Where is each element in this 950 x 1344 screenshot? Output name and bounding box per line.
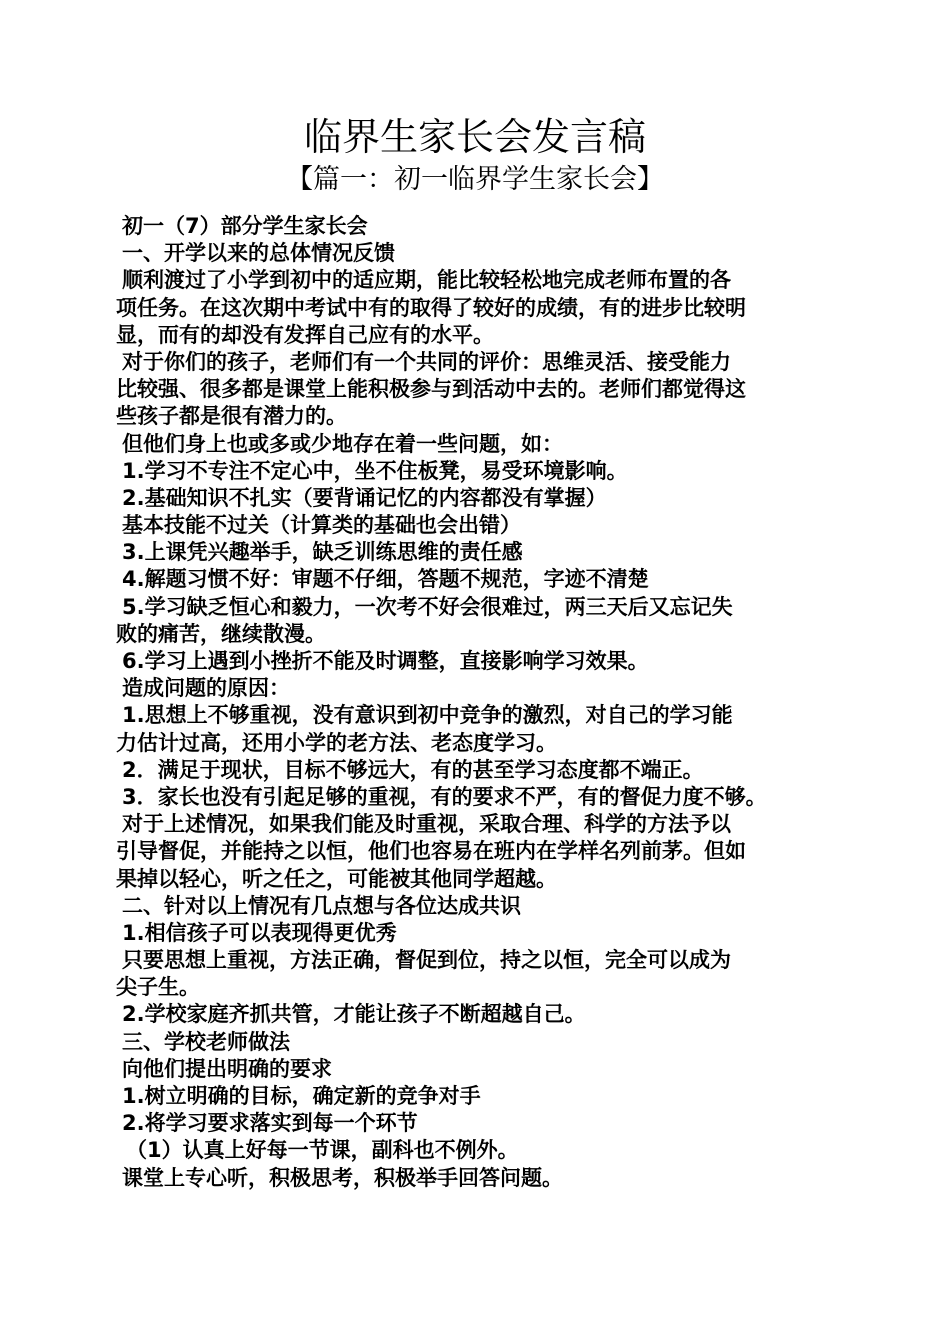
section-heading: 三、学校老师做法 <box>122 1029 290 1054</box>
text-line: 引导督促，并能持之以恒，他们也容易在班内在学样名列前茅。但如 <box>116 839 746 864</box>
text-line: 比较强、很多都是课堂上能积极参与到活动中去的。老师们都觉得这 <box>116 377 746 402</box>
page-title: 临界生家长会发言稿 <box>303 115 646 159</box>
text-line: 对于上述情况，如果我们能及时重视，采取合理、科学的方法予以 <box>122 812 731 837</box>
list-item: 2.基础知识不扎实（要背诵记忆的内容都没有掌握） <box>122 485 607 510</box>
list-item: 1.相信孩子可以表现得更优秀 <box>122 920 397 945</box>
list-item: 3．家长也没有引起足够的重视，有的要求不严，有的督促力度不够。 <box>122 784 767 809</box>
text-line: 基本技能不过关（计算类的基础也会出错） <box>122 513 521 538</box>
list-item: （1）认真上好每一节课，副科也不例外。 <box>126 1138 519 1163</box>
section-heading: 二、针对以上情况有几点想与各位达成共识 <box>122 893 521 918</box>
text-line: 造成问题的原因： <box>122 676 290 701</box>
text-line: 初一（7）部分学生家长会 <box>122 214 368 238</box>
text-line: 项任务。在这次期中考试中有的取得了较好的成绩，有的进步比较明 <box>116 295 746 320</box>
text-line: 尖子生。 <box>116 975 200 1000</box>
list-item: 4.解题习惯不好：审题不仔细，答题不规范，字迹不清楚 <box>122 567 649 592</box>
section-heading: 一、开学以来的总体情况反馈 <box>122 241 395 266</box>
document-body <box>116 213 840 1192</box>
text-line: 向他们提出明确的要求 <box>122 1056 332 1081</box>
text-line: 显，而有的却没有发挥自己应有的水平。 <box>116 322 494 347</box>
text-line: 课堂上专心听，积极思考，积极举手回答问题。 <box>122 1165 563 1190</box>
list-item: 3.上课凭兴趣举手，缺乏训练思维的责任感 <box>122 540 523 565</box>
list-item: 5.学习缺乏恒心和毅力，一次考不好会很难过，两三天后又忘记失 <box>122 594 733 619</box>
list-item: 1.学习不专注不定心中，坐不住板凳，易受环境影响。 <box>122 458 628 483</box>
list-item: 6.学习上遇到小挫折不能及时调整，直接影响学习效果。 <box>122 649 649 673</box>
text-line: 果掉以轻心，听之任之，可能被其他同学超越。 <box>116 866 557 891</box>
text-line: 顺利渡过了小学到初中的适应期，能比较轻松地完成老师布置的各 <box>122 268 731 293</box>
list-item: 1.思想上不够重视，没有意识到初中竞争的激烈，对自己的学习能 <box>122 703 733 728</box>
list-item: 2.将学习要求落实到每一个环节 <box>122 1111 418 1136</box>
text-line: 对于你们的孩子，老师们有一个共同的评价：思维灵活、接受能力 <box>122 349 731 374</box>
text-line: 败的痛苦，继续散漫。 <box>116 621 326 646</box>
text-line: 些孩子都是很有潜力的。 <box>116 404 347 429</box>
list-item: 2．满足于现状，目标不够远大，有的甚至学习态度都不端正。 <box>122 757 704 782</box>
text-line: 但他们身上也或多或少地存在着一些问题，如： <box>122 431 563 456</box>
page-subtitle: 【篇一：初一临界学生家长会】 <box>286 164 664 195</box>
list-item: 1.树立明确的目标，确定新的竞争对手 <box>122 1084 481 1108</box>
text-line: 力估计过高，还用小学的老方法、老态度学习。 <box>116 730 557 755</box>
list-item: 2.学校家庭齐抓共管，才能让孩子不断超越自己。 <box>122 1002 586 1027</box>
text-line: 只要思想上重视，方法正确，督促到位，持之以恒，完全可以成为 <box>122 948 731 973</box>
